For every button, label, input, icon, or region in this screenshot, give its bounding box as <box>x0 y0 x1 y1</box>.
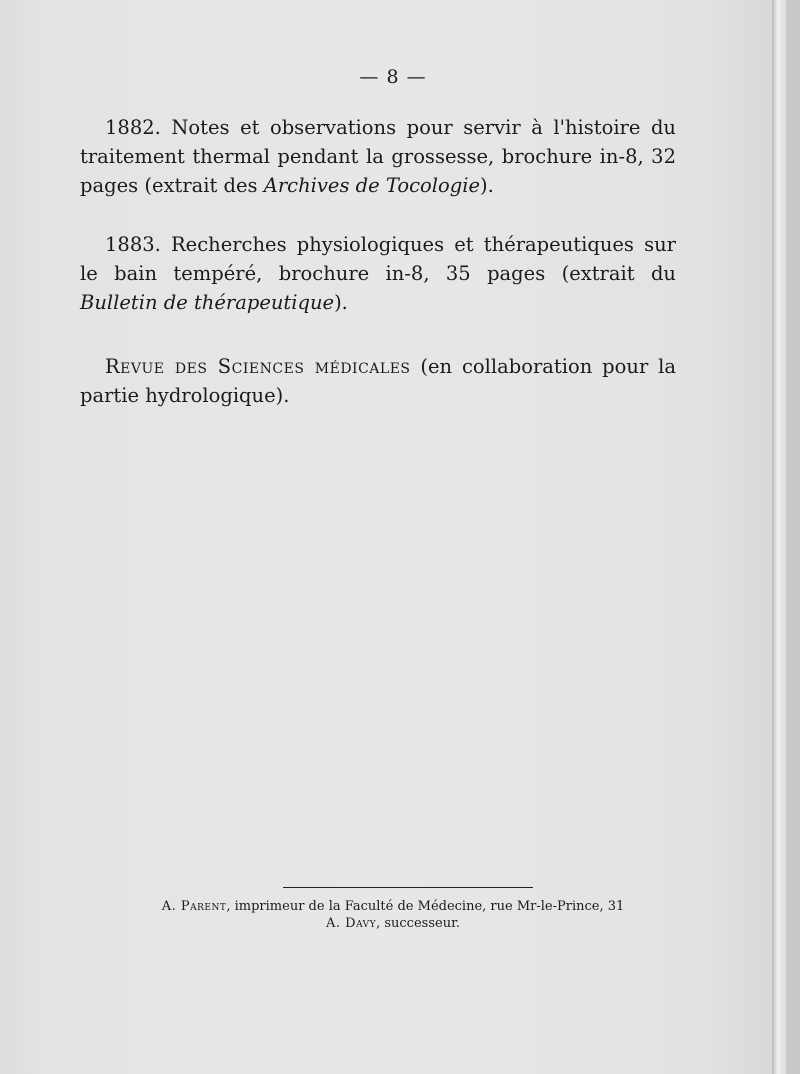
page-binding-edge <box>772 0 786 1074</box>
page-number: — 8 — <box>359 66 427 88</box>
entry-text: Recherches physiologiques et thérapeutiques sur le bain tempéré, brochure in-8, 35 pages (extrait du <box>80 233 676 285</box>
bibliography-entry-1883 <box>80 230 676 317</box>
bibliography-entry-1882 <box>80 113 676 200</box>
entry-journal: Bulletin de thérapeutique <box>80 291 335 314</box>
successor-line <box>0 915 786 932</box>
footer-rule <box>283 887 533 888</box>
entry-year: 1883. <box>105 233 161 256</box>
printer-colophon <box>0 898 786 932</box>
entry-text: (en collaboration pour la partie hydrologique). <box>80 355 676 407</box>
entry-journal-title: Revue des Sciences médicales <box>105 355 411 378</box>
bibliography-entry-revue <box>80 352 676 410</box>
successor-name: A. Davy <box>326 916 377 931</box>
printer-line <box>0 898 786 915</box>
entry-year: 1882. <box>105 116 161 139</box>
printer-address: , imprimeur de la Faculté de Médecine, rue Mr-le-Prince, 31 <box>226 899 625 914</box>
printer-name: A. Parent <box>161 899 227 914</box>
successor-label: , successeur. <box>376 916 460 931</box>
entry-text-end: ). <box>334 291 348 314</box>
entry-text-end: ). <box>480 174 494 197</box>
entry-journal: Archives de Tocologie <box>263 174 480 197</box>
entry-text: Notes et observations pour servir à l'histoire du traitement thermal pendant la grossesse, brochure in-8, 32 pages (extrait des <box>80 116 676 197</box>
